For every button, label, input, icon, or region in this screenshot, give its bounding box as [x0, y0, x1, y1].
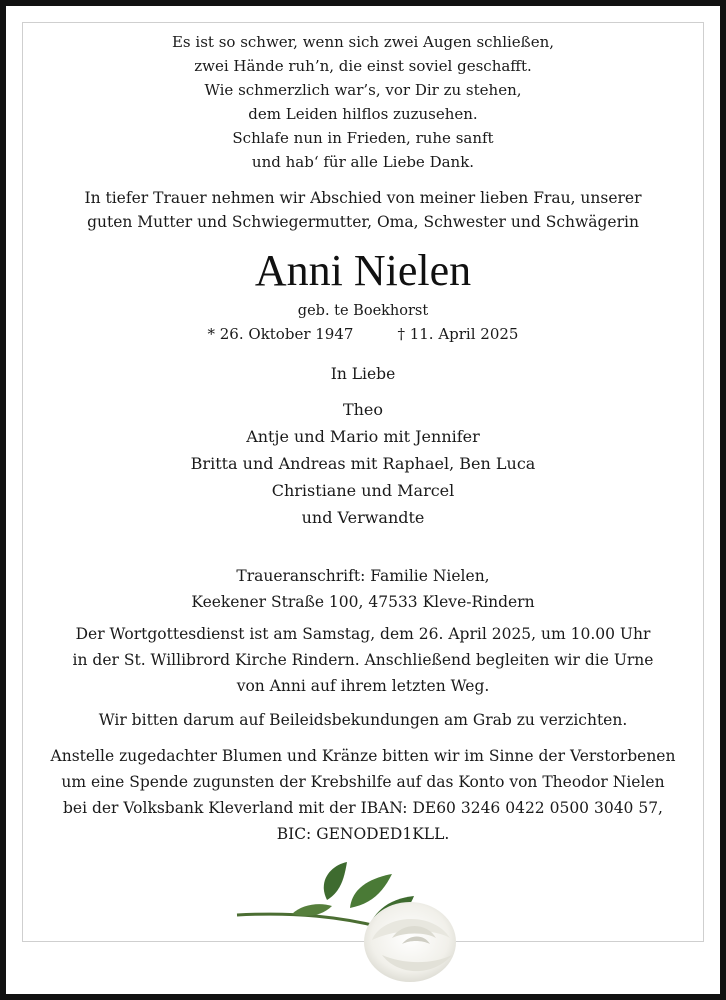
poem-line: Schlafe nun in Frieden, ruhe sanft [232, 129, 494, 147]
mourning-address [40, 563, 686, 615]
deceased-name: Anni Nielen [254, 246, 472, 295]
family-member: Theo [342, 400, 384, 419]
family-list [40, 396, 686, 531]
poem-line: Wie schmerzlich war’s, vor Dir zu stehen, [204, 81, 522, 99]
obituary-content [40, 30, 686, 847]
service-info [40, 621, 686, 699]
donation-line: bei der Volksbank Kleverland mit der IBAN: DE60 3246 0422 0500 3040 57, [62, 799, 663, 817]
service-line: in der St. Willibrord Kirche Rindern. Anschließend begleiten wir die Urne [72, 651, 654, 669]
family-member: und Verwandte [301, 508, 425, 527]
intro-line: In tiefer Trauer nehmen wir Abschied von meiner lieben Frau, unserer [84, 189, 642, 207]
white-rose-icon [232, 860, 492, 985]
family-member: Antje und Mario mit Jennifer [246, 427, 480, 446]
address-line: Keekener Straße 100, 47533 Kleve-Rindern [191, 593, 535, 611]
poem [40, 30, 686, 174]
donation-line: Anstelle zugedachter Blumen und Kränze bitten wir im Sinne der Verstorbenen [50, 747, 676, 765]
intro-text [40, 186, 686, 234]
poem-line: dem Leiden hilflos zuzusehen. [248, 105, 478, 123]
family-member: Britta und Andreas mit Raphael, Ben Luca [190, 454, 536, 473]
in-love-label: In Liebe [330, 365, 396, 383]
intro-line: guten Mutter und Schwiegermutter, Oma, Schwester und Schwägerin [87, 213, 639, 231]
poem-line: Es ist so schwer, wenn sich zwei Augen schließen, [171, 33, 554, 51]
address-line: Traueranschrift: Familie Nielen, [236, 567, 490, 585]
donation-line: um eine Spende zugunsten der Krebshilfe auf das Konto von Theodor Nielen [61, 773, 665, 791]
poem-line: zwei Hände ruh’n, die einst soviel geschafft. [194, 57, 532, 75]
donation-info [40, 743, 686, 847]
family-member: Christiane und Marcel [271, 481, 455, 500]
birth-name: geb. te Boekhorst [297, 303, 429, 319]
service-line: Der Wortgottesdienst ist am Samstag, dem 26. April 2025, um 10.00 Uhr [75, 625, 651, 643]
death-date: † 11. April 2025 [397, 325, 519, 343]
condolence-note: Wir bitten darum auf Beileidsbekundungen am Grab zu verzichten. [98, 711, 628, 729]
donation-line: BIC: GENODED1KLL. [276, 825, 450, 843]
life-dates [40, 322, 686, 346]
birth-date: * 26. Oktober 1947 [207, 325, 354, 343]
poem-line: und hab‘ für alle Liebe Dank. [251, 153, 475, 171]
service-line: von Anni auf ihrem letzten Weg. [236, 677, 490, 695]
